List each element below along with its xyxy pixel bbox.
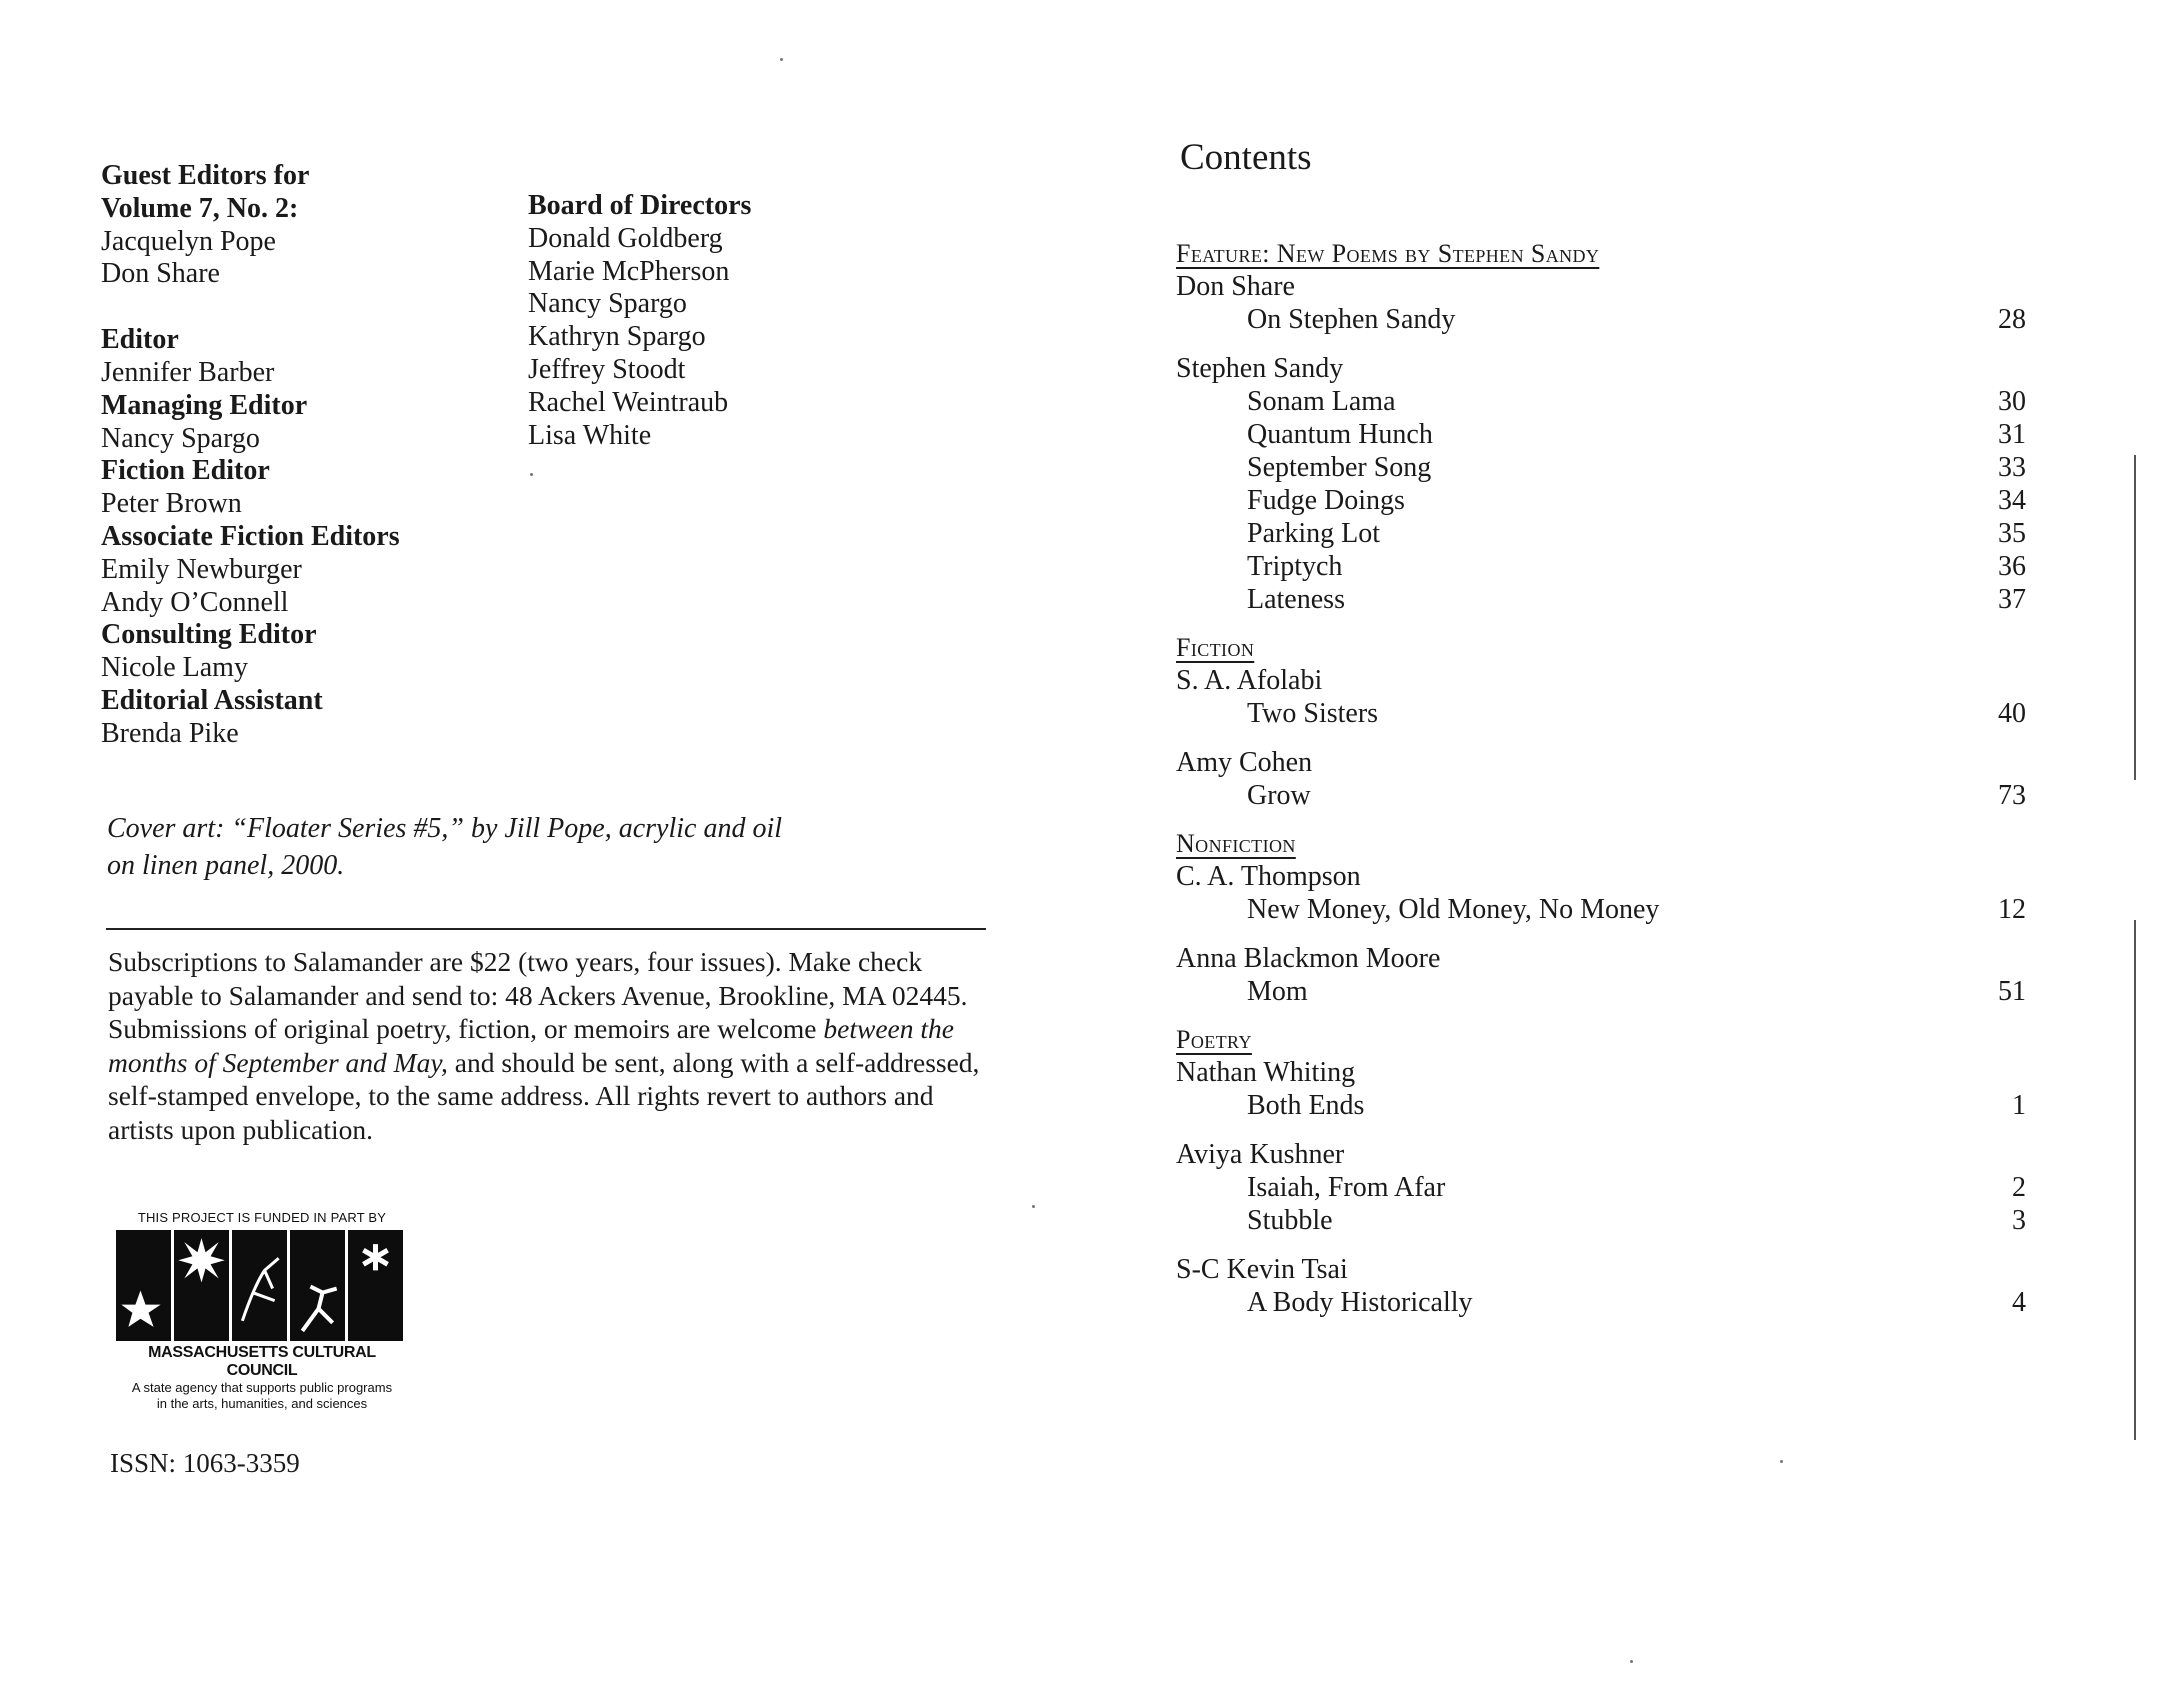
- board-heading: Board of Directors: [528, 190, 752, 221]
- toc-entry: [1176, 893, 2026, 926]
- burst-panel-icon: [174, 1230, 229, 1341]
- toc-page-number: 12: [1998, 894, 2026, 925]
- asterisk-panel-icon: [348, 1230, 403, 1341]
- toc-author-group: [1176, 860, 2026, 926]
- toc-entry-title: Lateness: [1247, 584, 1345, 615]
- toc-author: S-C Kevin Tsai: [1176, 1254, 1348, 1285]
- editor-name: Jennifer Barber: [101, 356, 275, 388]
- section-heading: Poetry: [1176, 1025, 1252, 1054]
- toc-page-number: 28: [1998, 304, 2026, 335]
- toc-section-feature: [1176, 238, 2026, 616]
- toc-section-poetry: [1176, 1024, 2026, 1319]
- toc-author: S. A. Afolabi: [1176, 665, 1323, 696]
- associate-fiction-editor-name: Andy O’Connell: [101, 586, 289, 618]
- fiction-editor-heading: Fiction Editor: [101, 455, 270, 487]
- subscriptions-text: Subscriptions to Salamander are $22 (two years, four issues). Make check payable to Salamander and send to: 48 Ackers Avenue, Brookline, MA 02445. Submissions of original poetry, fiction, or memoirs are welcome: [108, 946, 968, 1044]
- toc-entry: [1176, 303, 2026, 336]
- consulting-editor-heading: Consulting Editor: [101, 619, 317, 651]
- issn-number: ISSN: 1063-3359: [110, 1448, 300, 1478]
- cover-art-line: Cover art: “Floater Series #5,” by Jill Pope, acrylic and oil: [107, 813, 783, 844]
- toc-page-number: 2: [2012, 1172, 2026, 1203]
- council-description: in the arts, humanities, and sciences: [156, 1396, 368, 1411]
- contents-title: Contents: [1180, 137, 1312, 178]
- toc-entry-title: On Stephen Sandy: [1247, 304, 1456, 335]
- toc-entry-title: Quantum Hunch: [1247, 419, 1433, 450]
- toc-page-number: 4: [2012, 1287, 2026, 1318]
- toc-page-number: 33: [1998, 452, 2026, 483]
- toc-page-number: 31: [1998, 419, 2026, 450]
- toc-author: Amy Cohen: [1176, 747, 1313, 778]
- toc-entry-title: A Body Historically: [1247, 1287, 1473, 1318]
- toc-entry-title: Sonam Lama: [1247, 386, 1396, 417]
- toc-section-fiction: [1176, 632, 2026, 812]
- toc-author-group: [1176, 1253, 2026, 1319]
- scan-speck: [1780, 1460, 1783, 1463]
- scan-speck: [1630, 1660, 1633, 1663]
- toc-page-number: 73: [1998, 780, 2026, 811]
- guest-editors-heading: Guest Editors for: [101, 160, 310, 191]
- toc-entry: [1176, 779, 2026, 812]
- toc-entry: [1176, 385, 2026, 418]
- toc-entry-title: Fudge Doings: [1247, 485, 1405, 516]
- toc-page-number: 1: [2012, 1090, 2026, 1121]
- editorial-assistant-heading: Editorial Assistant: [101, 684, 323, 716]
- toc-entry: [1176, 451, 2026, 484]
- consulting-editor-name: Nicole Lamy: [101, 652, 248, 684]
- council-logo: [116, 1230, 403, 1341]
- toc-entry-title: Stubble: [1247, 1205, 1333, 1236]
- toc-page-number: 40: [1998, 698, 2026, 729]
- fiction-editor-name: Peter Brown: [101, 488, 242, 520]
- section-heading: Feature: New Poems by Stephen Sandy: [1176, 239, 1600, 268]
- toc-author: Aviya Kushner: [1176, 1139, 1345, 1170]
- toc-entry: [1176, 517, 2026, 550]
- toc-page-number: 51: [1998, 976, 2026, 1007]
- toc-entry-title: Isaiah, From Afar: [1247, 1172, 1446, 1203]
- associate-fiction-editor-name: Emily Newburger: [101, 553, 302, 585]
- board-member: Donald Goldberg: [528, 222, 723, 254]
- toc-author-group: [1176, 1056, 2026, 1122]
- toc-author-group: [1176, 746, 2026, 812]
- toc-entry-title: September Song: [1247, 452, 1432, 483]
- toc-entry: [1176, 1204, 2026, 1237]
- cover-art-credit: [107, 810, 867, 884]
- toc-page-number: 30: [1998, 386, 2026, 417]
- toc-entry-title: Two Sisters: [1247, 698, 1379, 729]
- toc-author: Nathan Whiting: [1176, 1057, 1356, 1088]
- board-member: Lisa White: [528, 419, 652, 451]
- toc-entry: [1176, 1089, 2026, 1122]
- scan-speck: [1032, 1205, 1035, 1208]
- table-of-contents: [1176, 238, 2026, 1335]
- board-member: Rachel Weintraub: [528, 386, 729, 418]
- toc-entry-title: Grow: [1247, 780, 1311, 811]
- guest-editors-heading-volume: Volume 7, No. 2:: [101, 192, 299, 224]
- toc-entry: [1176, 550, 2026, 583]
- toc-page-number: 36: [1998, 551, 2026, 582]
- board-member: Jeffrey Stoodt: [528, 353, 686, 385]
- figure-panel-icon: [290, 1230, 345, 1341]
- toc-author-group: [1176, 664, 2026, 730]
- scan-speck: [530, 473, 533, 476]
- toc-entry: [1176, 418, 2026, 451]
- scan-edge-mark: [2134, 455, 2136, 780]
- bird-panel-icon: [232, 1230, 287, 1341]
- board-member: Kathryn Spargo: [528, 321, 706, 353]
- toc-author-group: [1176, 1138, 2026, 1237]
- toc-author: Anna Blackmon Moore: [1176, 943, 1441, 974]
- toc-entry-title: Mom: [1247, 976, 1308, 1007]
- toc-entry: [1176, 1171, 2026, 1204]
- subscriptions-notice: [108, 945, 988, 1146]
- toc-author-group: [1176, 352, 2026, 616]
- board-of-directors: [528, 190, 828, 452]
- guest-editor-name: Don Share: [101, 258, 220, 290]
- cover-art-line: on linen panel, 2000.: [107, 850, 345, 881]
- managing-editor-heading: Managing Editor: [101, 389, 308, 421]
- toc-author-group: [1176, 270, 2026, 336]
- toc-page-number: 37: [1998, 584, 2026, 615]
- funding-credit: [112, 1210, 412, 1412]
- toc-author: Don Share: [1176, 271, 1295, 302]
- guest-editor-name: Jacquelyn Pope: [101, 225, 276, 257]
- toc-entry-title: Triptych: [1247, 551, 1343, 582]
- subscriptions-text-end: and should be sent, along with a self-addressed, self-stamped envelope, to the same address. All rights revert to authors and artists upon publication.: [108, 1046, 980, 1145]
- toc-page-number: 34: [1998, 485, 2026, 516]
- divider-rule: [106, 928, 986, 930]
- toc-author: C. A. Thompson: [1176, 861, 1361, 892]
- toc-section-nonfiction: [1176, 828, 2026, 1008]
- toc-page-number: 35: [1998, 518, 2026, 549]
- scan-edge-mark: [2134, 920, 2136, 1440]
- funding-intro: THIS PROJECT IS FUNDED IN PART BY: [137, 1210, 387, 1225]
- council-description: A state agency that supports public programs: [131, 1380, 393, 1395]
- scan-speck: [780, 58, 783, 61]
- toc-entry-title: Parking Lot: [1247, 518, 1380, 549]
- toc-author: Stephen Sandy: [1176, 353, 1344, 384]
- toc-entry-title: New Money, Old Money, No Money: [1247, 894, 1660, 925]
- toc-entry: [1176, 583, 2026, 616]
- board-member: Marie McPherson: [528, 255, 730, 287]
- toc-page-number: 3: [2012, 1205, 2026, 1236]
- managing-editor-name: Nancy Spargo: [101, 422, 260, 454]
- section-heading: Nonfiction: [1176, 829, 1296, 858]
- editorial-assistant-name: Brenda Pike: [101, 717, 239, 749]
- council-name: MASSACHUSETTS CULTURAL COUNCIL: [148, 1344, 376, 1379]
- submission-months: between the months of September and May,: [108, 1013, 954, 1078]
- toc-entry: [1176, 1286, 2026, 1319]
- toc-entry: [1176, 697, 2026, 730]
- toc-entry: [1176, 484, 2026, 517]
- toc-entry: [1176, 975, 2026, 1008]
- star-panel-icon: [116, 1230, 171, 1341]
- masthead-staff: [101, 160, 501, 751]
- associate-fiction-editors-heading: Associate Fiction Editors: [101, 520, 400, 552]
- toc-author-group: [1176, 942, 2026, 1008]
- editor-heading: Editor: [101, 324, 179, 356]
- board-member: Nancy Spargo: [528, 288, 687, 320]
- toc-entry-title: Both Ends: [1247, 1090, 1365, 1121]
- section-heading: Fiction: [1176, 633, 1255, 662]
